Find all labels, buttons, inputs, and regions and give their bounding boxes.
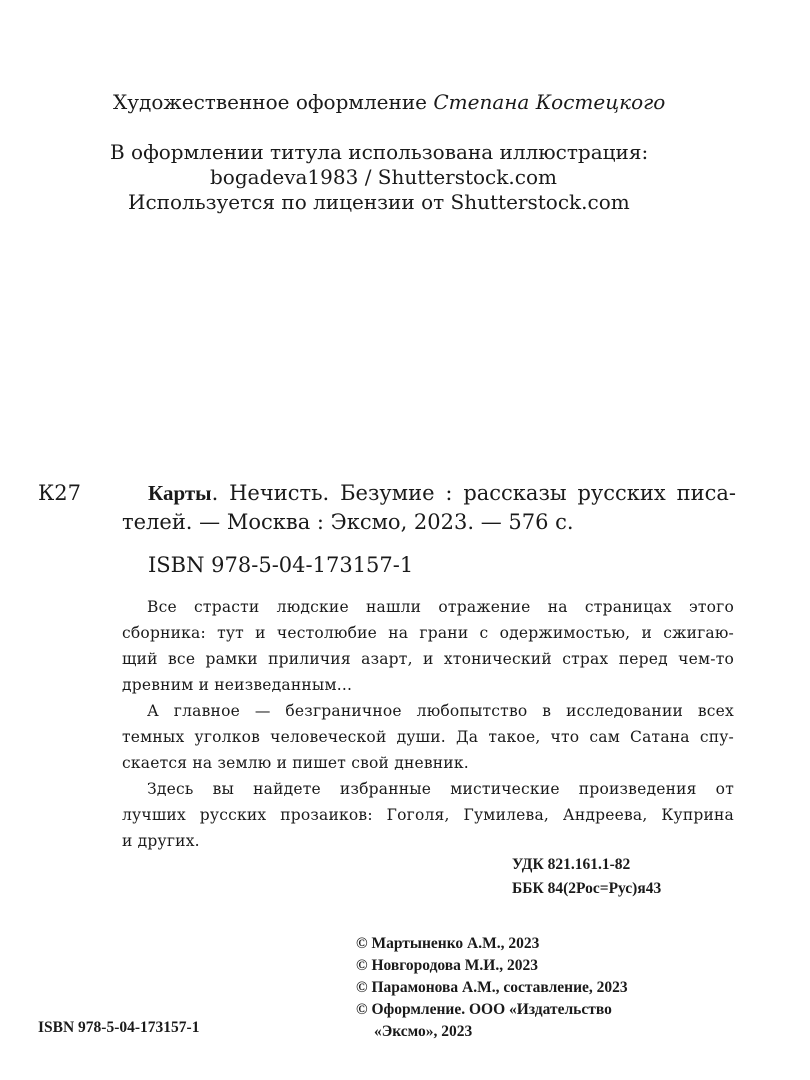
annotation-p2-line3: скается на землю и пишет свой дневник. [122,754,469,772]
annotation-p3-line3: и других. [122,832,200,850]
annotation-p3-line1: Здесь вы найдете избранные мистические произведения от [147,780,734,798]
bbk-code: ББК 84(2Рос=Рус)я43 [512,880,662,897]
copyright-line5: «Эксмо», 2023 [374,1023,473,1040]
copyright-line1: © Мартыненко А.М., 2023 [356,935,540,952]
copyright-line2: © Новгородова М.И., 2023 [356,957,538,974]
bottom-isbn: ISBN 978-5-04-173157-1 [38,1019,200,1036]
catalog-title-line2: телей. — Москва : Эксмо, 2023. — 576 с. [122,510,574,534]
catalog-title-line1 [148,481,736,506]
annotation-p2-line1: А главное — безграничное любопытство в исследовании всех [147,702,734,720]
copyright-line3: © Парамонова А.М., составление, 2023 [356,979,628,996]
cover-credit-line1: В оформлении титула использована иллюстрация: [110,140,649,164]
copyright-line4: © Оформление. ООО «Издательство [356,1001,612,1018]
annotation-p2-line2: темных уголков человеческой души. Да такое, что сам Сатана спу- [122,728,734,746]
catalog-title-rest: . Нечисть. Безумие : рассказы русских писа- [211,481,736,505]
cover-credit-line2: bogadeva1983 / Shutterstock.com [210,165,557,189]
catalog-title-bold: Карты [148,481,212,505]
cover-credit-line3: Используется по лицензии от Shutterstock.com [128,190,630,214]
catalog-isbn: ISBN 978-5-04-173157-1 [148,553,414,577]
design-credit [113,90,665,114]
annotation-p1-line4: древним и неизведанным... [122,676,353,694]
annotation-p3-line2: лучших русских прозаиков: Гоголя, Гумилева, Андреева, Куприна [122,806,734,824]
udk-code: УДК 821.161.1-82 [512,856,631,873]
annotation-p1-line3: щий все рамки приличия азарт, и хтонический страх перед чем-то [122,650,734,668]
design-credit-prefix: Художественное оформление [113,90,427,114]
annotation-p1-line2: сборника: тут и честолюбие на грани с одержимостью, и сжигаю- [122,624,734,642]
catalog-index: К27 [38,481,81,505]
designer-name: Степана Костецкого [433,90,666,114]
annotation-p1-line1: Все страсти людские нашли отражение на страницах этого [147,598,734,616]
